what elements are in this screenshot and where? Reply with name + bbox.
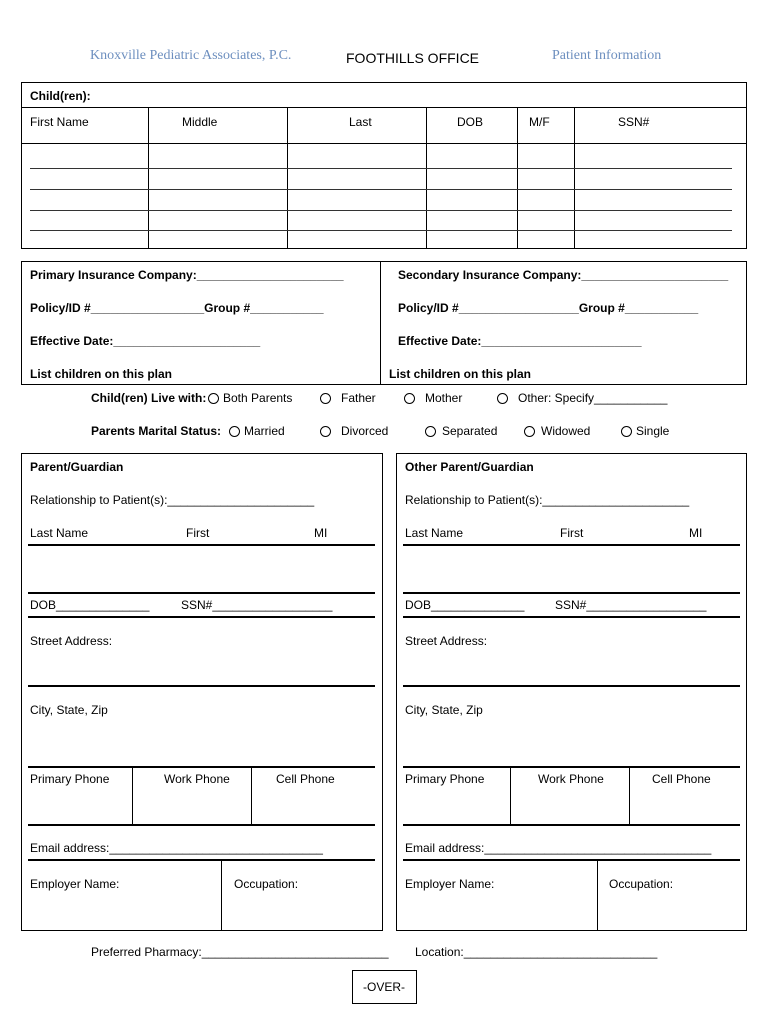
divider	[287, 107, 288, 248]
other-parent-ssn[interactable]: SSN#__________________	[555, 598, 707, 612]
other-parent-email[interactable]: Email address:__________________________________	[405, 841, 712, 855]
office-name: FOOTHILLS OFFICE	[346, 50, 480, 66]
live-with-mother[interactable]: Mother	[404, 391, 462, 405]
parent-dob[interactable]: DOB______________	[30, 598, 150, 612]
divider	[380, 261, 381, 385]
secondary-insurance-company[interactable]: Secondary Insurance Company:______________________	[398, 268, 729, 282]
other-parent-dob[interactable]: DOB______________	[405, 598, 525, 612]
other-parent-relationship[interactable]: Relationship to Patient(s):______________________	[405, 493, 690, 507]
parent-heading: Parent/Guardian	[30, 460, 124, 474]
parent-street-field[interactable]	[28, 685, 375, 687]
divider	[403, 616, 740, 618]
divider	[629, 767, 630, 825]
parent-cell-phone[interactable]: Cell Phone	[276, 772, 335, 786]
primary-children-list[interactable]: List children on this plan	[30, 367, 173, 381]
other-parent-city-field[interactable]	[403, 766, 740, 768]
divider	[28, 824, 375, 826]
divider	[221, 860, 222, 930]
parent-last-name-label: Last Name	[30, 526, 89, 540]
divider	[251, 767, 252, 825]
radio-icon	[524, 426, 535, 437]
other-parent-city-label: City, State, Zip	[405, 703, 483, 717]
child-row-line[interactable]	[30, 210, 732, 211]
divider	[132, 767, 133, 825]
form-title: Patient Information	[552, 48, 662, 63]
divider	[403, 544, 740, 546]
parent-city-field[interactable]	[28, 766, 375, 768]
col-first-name: First Name	[30, 115, 89, 129]
live-with-other[interactable]: Other: Specify___________	[497, 391, 667, 405]
primary-insurance-company[interactable]: Primary Insurance Company:______________________	[30, 268, 344, 282]
live-with-father[interactable]: Father	[320, 391, 376, 405]
other-parent-street-field[interactable]	[403, 685, 740, 687]
marital-separated[interactable]: Separated	[425, 424, 497, 438]
parent-work-phone[interactable]: Work Phone	[164, 772, 230, 786]
live-with-label: Child(ren) Live with:	[91, 391, 207, 405]
other-parent-heading: Other Parent/Guardian	[405, 460, 534, 474]
col-dob: DOB	[457, 115, 484, 129]
parent-ssn[interactable]: SSN#__________________	[181, 598, 333, 612]
other-parent-street-label: Street Address:	[405, 634, 488, 648]
radio-icon	[208, 393, 219, 404]
secondary-effective-date[interactable]: Effective Date:________________________	[398, 334, 642, 348]
radio-icon	[621, 426, 632, 437]
divider	[21, 143, 747, 144]
divider	[28, 544, 375, 546]
primary-effective-date[interactable]: Effective Date:______________________	[30, 334, 261, 348]
other-parent-cell-phone[interactable]: Cell Phone	[652, 772, 711, 786]
parent-primary-phone[interactable]: Primary Phone	[30, 772, 110, 786]
parent-email[interactable]: Email address:________________________________	[30, 841, 323, 855]
marital-status-label: Parents Marital Status:	[91, 424, 222, 438]
parent-street-label: Street Address:	[30, 634, 113, 648]
parent-relationship[interactable]: Relationship to Patient(s):______________________	[30, 493, 315, 507]
primary-policy-group[interactable]: Policy/ID #_________________Group #___________	[30, 301, 324, 315]
divider	[148, 107, 149, 248]
children-heading: Child(ren):	[30, 89, 91, 103]
preferred-pharmacy[interactable]: Preferred Pharmacy:____________________________	[91, 945, 389, 959]
marital-widowed[interactable]: Widowed	[524, 424, 590, 438]
secondary-children-list[interactable]: List children on this plan	[389, 367, 532, 381]
divider	[21, 107, 747, 108]
radio-icon	[404, 393, 415, 404]
radio-icon	[320, 426, 331, 437]
parent-employer[interactable]: Employer Name:	[30, 877, 120, 891]
other-parent-primary-phone[interactable]: Primary Phone	[405, 772, 485, 786]
other-parent-employer[interactable]: Employer Name:	[405, 877, 495, 891]
practice-name: Knoxville Pediatric Associates, P.C.	[90, 48, 292, 63]
divider	[28, 616, 375, 618]
parent-occupation[interactable]: Occupation:	[234, 877, 299, 891]
divider	[574, 107, 575, 248]
divider	[510, 767, 511, 825]
radio-icon	[229, 426, 240, 437]
marital-single[interactable]: Single	[621, 424, 669, 438]
radio-icon	[320, 393, 331, 404]
marital-divorced[interactable]: Divorced	[320, 424, 388, 438]
divider	[517, 107, 518, 248]
child-row-line[interactable]	[30, 230, 732, 231]
divider	[403, 824, 740, 826]
parent-city-label: City, State, Zip	[30, 703, 108, 717]
col-ssn: SSN#	[618, 115, 650, 129]
other-parent-occupation[interactable]: Occupation:	[609, 877, 674, 891]
parent-name-field[interactable]	[28, 592, 375, 594]
over-label: -OVER-	[363, 980, 405, 994]
child-row-line[interactable]	[30, 168, 732, 169]
marital-married[interactable]: Married	[229, 424, 285, 438]
radio-icon	[497, 393, 508, 404]
other-parent-work-phone[interactable]: Work Phone	[538, 772, 604, 786]
col-last: Last	[349, 115, 372, 129]
radio-icon	[425, 426, 436, 437]
parent-first-label: First	[186, 526, 210, 540]
divider	[597, 860, 598, 930]
col-mf: M/F	[529, 115, 550, 129]
divider	[28, 859, 375, 861]
divider	[403, 859, 740, 861]
other-parent-last-name-label: Last Name	[405, 526, 464, 540]
live-with-both-parents[interactable]: Both Parents	[208, 391, 292, 405]
col-middle: Middle	[182, 115, 218, 129]
other-parent-first-label: First	[560, 526, 584, 540]
pharmacy-location[interactable]: Location:_____________________________	[415, 945, 658, 959]
child-row-line[interactable]	[30, 189, 732, 190]
secondary-policy-group[interactable]: Policy/ID #__________________Group #___________	[398, 301, 699, 315]
other-parent-mi-label: MI	[689, 526, 703, 540]
parent-mi-label: MI	[314, 526, 328, 540]
other-parent-name-field[interactable]	[403, 592, 740, 594]
divider	[426, 107, 427, 248]
